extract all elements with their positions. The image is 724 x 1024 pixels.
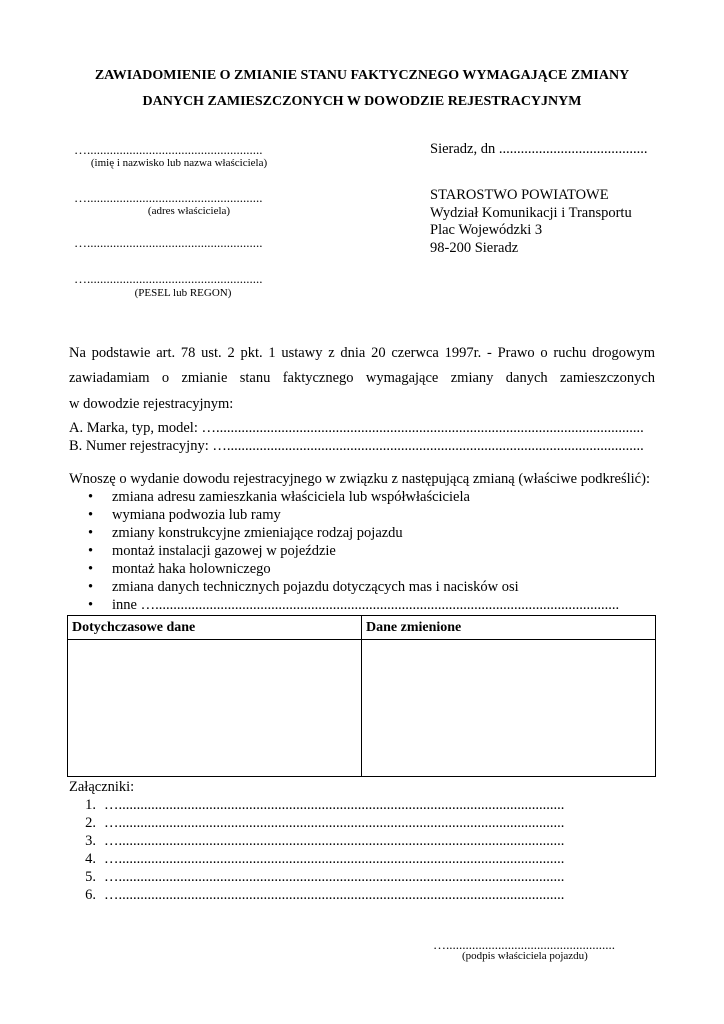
changes-table	[67, 615, 656, 777]
change-option-label: zmiana danych technicznych pojazdu dotyczących mas i nacisków osi	[112, 579, 519, 595]
changed-data-cell[interactable]	[362, 640, 656, 777]
change-option-label: montaż haka holowniczego	[112, 561, 271, 577]
attachments-list	[56, 797, 564, 905]
recipient-street: Plac Wojewódzki 3	[430, 222, 543, 238]
previous-data-cell[interactable]	[68, 640, 362, 777]
intro-line-3: w dowodzie rejestracyjnym:	[69, 396, 234, 412]
owner-pesel-field[interactable]: …......................................................	[74, 271, 263, 286]
bullet-icon: •	[88, 543, 94, 559]
change-option-label: zmiana adresu zamieszkania właściciela lub współwłaściciela	[112, 489, 470, 505]
recipient-city: 98-200 Sieradz	[430, 240, 519, 256]
attachment-field: …...........................................................................................................................	[104, 869, 565, 885]
attachments-label: Załączniki:	[69, 779, 135, 795]
recipient-office: STAROSTWO POWIATOWE	[430, 187, 609, 203]
bullet-icon: •	[88, 525, 94, 541]
change-option-label: montaż instalacji gazowej w pojeździe	[112, 543, 336, 559]
change-option-chassis[interactable]	[88, 507, 619, 525]
attachment-item[interactable]	[56, 869, 564, 887]
change-option-gas[interactable]	[88, 543, 619, 561]
attachment-number: 2.	[85, 815, 96, 831]
attachment-item[interactable]	[56, 797, 564, 815]
request-text: Wnoszę o wydanie dowodu rejestracyjnego w związku z następującą zmianą (właściwe podkreślić):	[69, 471, 650, 487]
change-option-tow-hook[interactable]	[88, 561, 619, 579]
attachment-number: 1.	[85, 797, 96, 813]
place-date[interactable]: Sieradz, dn .........................................	[430, 141, 648, 157]
change-option-construction[interactable]	[88, 525, 619, 543]
owner-name-caption: (imię i nazwisko lub nazwa właściciela)	[90, 157, 268, 169]
bullet-icon: •	[88, 561, 94, 577]
intro-line-2: zawiadamiam o zmianie stanu faktycznego wymagające zmiany danych zamieszczonych	[69, 370, 655, 386]
column-header-previous: Dotychczasowe dane	[68, 616, 362, 640]
signature-field[interactable]: …....................................................	[433, 937, 615, 952]
intro-line-1: Na podstawie art. 78 ust. 2 pkt. 1 ustawy z dnia 20 czerwca 1997r. - Prawo o ruchu drogowym	[69, 345, 655, 361]
change-option-technical[interactable]	[88, 579, 619, 597]
vehicle-registration-field[interactable]: B. Numer rejestracyjny: …...................................................................................................................	[69, 438, 644, 454]
bullet-icon: •	[88, 579, 94, 595]
change-option-label: wymiana podwozia lub ramy	[112, 507, 281, 523]
owner-pesel-caption: (PESEL lub REGON)	[134, 287, 232, 299]
table-header-row	[68, 616, 656, 640]
owner-address-field[interactable]: …......................................................	[74, 190, 263, 205]
column-header-changed: Dane zmienione	[362, 616, 656, 640]
attachment-number: 6.	[85, 887, 96, 903]
bullet-icon: •	[88, 489, 94, 505]
change-option-address[interactable]	[88, 489, 619, 507]
change-option-label: zmiany konstrukcyjne zmieniające rodzaj pojazdu	[112, 525, 403, 541]
attachment-field: …...........................................................................................................................	[104, 887, 565, 903]
change-option-other[interactable]	[88, 597, 619, 615]
attachment-field: …...........................................................................................................................	[104, 833, 565, 849]
document-title-line-2: DANYCH ZAMIESZCZONYCH W DOWODZIE REJESTRACYJNYM	[142, 94, 582, 109]
bullet-icon: •	[88, 507, 94, 523]
attachment-field: …...........................................................................................................................	[104, 815, 565, 831]
attachment-number: 3.	[85, 833, 96, 849]
attachment-item[interactable]	[56, 833, 564, 851]
table-row	[68, 640, 656, 777]
owner-name-field[interactable]: …......................................................	[74, 142, 263, 157]
attachment-number: 5.	[85, 869, 96, 885]
owner-address-field-2[interactable]: …......................................................	[74, 235, 263, 250]
change-option-label: inne …................................................................................................................................	[112, 597, 620, 613]
document-title-line-1: ZAWIADOMIENIE O ZMIANIE STANU FAKTYCZNEGO WYMAGAJĄCE ZMIANY	[94, 68, 630, 83]
bullet-icon: •	[88, 597, 94, 613]
signature-caption: (podpis właściciela pojazdu)	[462, 950, 588, 962]
owner-address-caption: (adres właściciela)	[147, 205, 231, 217]
attachment-item[interactable]	[56, 887, 564, 905]
recipient-department: Wydział Komunikacji i Transportu	[430, 205, 632, 221]
attachment-item[interactable]	[56, 815, 564, 833]
attachment-item[interactable]	[56, 851, 564, 869]
attachment-field: …...........................................................................................................................	[104, 851, 565, 867]
attachment-number: 4.	[85, 851, 96, 867]
attachment-field: …...........................................................................................................................	[104, 797, 565, 813]
vehicle-make-field[interactable]: A. Marka, typ, model: …......................................................................................................................	[69, 420, 644, 436]
change-options-list	[88, 489, 619, 615]
